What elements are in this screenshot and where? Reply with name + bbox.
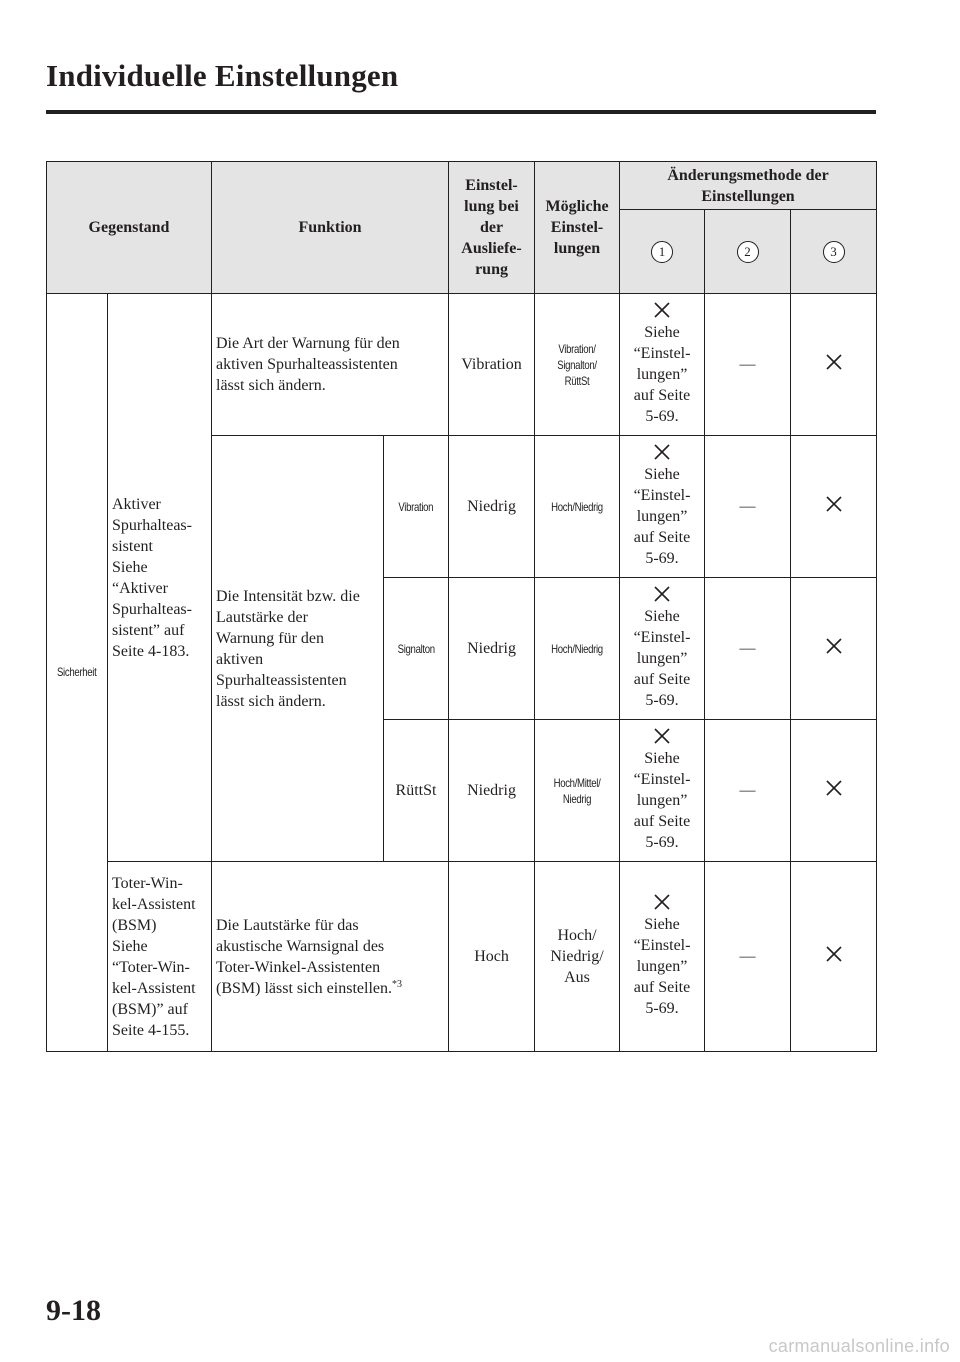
method-1-reference: Siehe “Einstel- lungen” auf Seite 5-69. xyxy=(633,324,691,425)
header-method-1 xyxy=(620,210,705,294)
possible-values: Vibration/ Signalton/ RüttSt xyxy=(557,341,597,388)
bsm-item-cell: Toter-Win- kel-Assistent (BSM) Siehe “Toter-Win- kel-Assistent (BSM)” auf Seite 4-155. xyxy=(108,862,212,1052)
watermark: carmanualsonline.info xyxy=(768,1336,950,1356)
possible-values: Hoch/Niedrig xyxy=(551,641,603,656)
x-mark-icon xyxy=(654,302,670,318)
x-mark-icon xyxy=(654,894,670,910)
bsm-function-text: Die Lautstärke für das akustische Warnsignal des Toter-Winkel-Assistenten (BSM) lässt sich einstellen. xyxy=(216,916,392,997)
function-cell xyxy=(212,862,449,1052)
default-cell: Niedrig xyxy=(449,436,535,578)
method-1-cell xyxy=(620,720,705,862)
x-mark-icon xyxy=(826,780,842,796)
header-default: Einstel- lung bei der Ausliefe- rung xyxy=(449,162,535,294)
type-cell: RüttSt xyxy=(384,720,449,862)
method-3-cell xyxy=(791,294,877,436)
possible-values: Hoch/Mittel/ Niedrig xyxy=(553,775,601,806)
possible-cell xyxy=(535,294,620,436)
possible-cell xyxy=(535,436,620,578)
method-3-cell xyxy=(791,578,877,720)
default-cell: Niedrig xyxy=(449,720,535,862)
type-cell xyxy=(384,436,449,578)
default-cell: Vibration xyxy=(449,294,535,436)
function-cell: Die Art der Warnung für den aktiven Spurhalteassistenten lässt sich ändern. xyxy=(212,294,449,436)
header-method-2 xyxy=(705,210,791,294)
method-2-cell: — xyxy=(705,862,791,1052)
possible-cell xyxy=(535,720,620,862)
method-3-cell xyxy=(791,436,877,578)
method-2-cell: — xyxy=(705,578,791,720)
method-1-cell xyxy=(620,436,705,578)
header-method-3 xyxy=(791,210,877,294)
method-1-cell xyxy=(620,578,705,720)
method-1-reference: Siehe “Einstel- lungen” auf Seite 5-69. xyxy=(633,466,691,567)
method-3-cell xyxy=(791,862,877,1052)
header-possible: Mögliche Einstel- lungen xyxy=(535,162,620,294)
table-row xyxy=(47,862,877,1052)
circled-number-icon: 1 xyxy=(651,241,673,263)
method-2-cell: — xyxy=(705,436,791,578)
category-cell xyxy=(47,294,108,1052)
page-title: Individuelle Einstellungen xyxy=(46,58,399,93)
header-row-1 xyxy=(47,162,877,210)
default-cell: Niedrig xyxy=(449,578,535,720)
type-label: Vibration xyxy=(398,500,434,514)
type-cell xyxy=(384,578,449,720)
title-rule xyxy=(46,110,876,114)
possible-cell: Hoch/ Niedrig/ Aus xyxy=(535,862,620,1052)
possible-values: Hoch/Niedrig xyxy=(551,499,603,514)
method-1-reference: Siehe “Einstel- lungen” auf Seite 5-69. xyxy=(633,608,691,709)
x-mark-icon xyxy=(826,638,842,654)
x-mark-icon xyxy=(654,728,670,744)
method-2-cell: — xyxy=(705,294,791,436)
x-mark-icon xyxy=(826,946,842,962)
header-function: Funktion xyxy=(212,162,449,294)
method-3-cell xyxy=(791,720,877,862)
method-2-cell: — xyxy=(705,720,791,862)
circled-number-icon: 2 xyxy=(737,241,759,263)
circled-number-icon: 3 xyxy=(823,241,845,263)
category-label: Sicherheit xyxy=(57,665,97,679)
table-row xyxy=(47,294,877,436)
lkas-item-cell: Aktiver Spurhalteas- sistent Siehe “Aktiver Spurhalteas- sistent” auf Seite 4-183. xyxy=(108,294,212,862)
header-methods: Änderungsmethode der Einstellungen xyxy=(620,162,877,210)
method-1-cell xyxy=(620,862,705,1052)
type-label: Signalton xyxy=(397,642,435,656)
settings-table xyxy=(46,161,877,1052)
x-mark-icon xyxy=(654,444,670,460)
x-mark-icon xyxy=(654,586,670,602)
x-mark-icon xyxy=(826,354,842,370)
x-mark-icon xyxy=(826,496,842,512)
method-1-reference: Siehe “Einstel- lungen” auf Seite 5-69. xyxy=(633,750,691,851)
footnote-marker: *3 xyxy=(391,978,402,990)
method-1-reference: Siehe “Einstel- lungen” auf Seite 5-69. xyxy=(633,916,691,1017)
method-1-cell xyxy=(620,294,705,436)
intensity-function-cell: Die Intensität bzw. die Lautstärke der Warnung für den aktiven Spurhalteassistenten lässt sich ändern. xyxy=(212,436,384,862)
page-number: 9-18 xyxy=(46,1294,101,1327)
default-cell: Hoch xyxy=(449,862,535,1052)
header-item: Gegenstand xyxy=(47,162,212,294)
possible-cell xyxy=(535,578,620,720)
